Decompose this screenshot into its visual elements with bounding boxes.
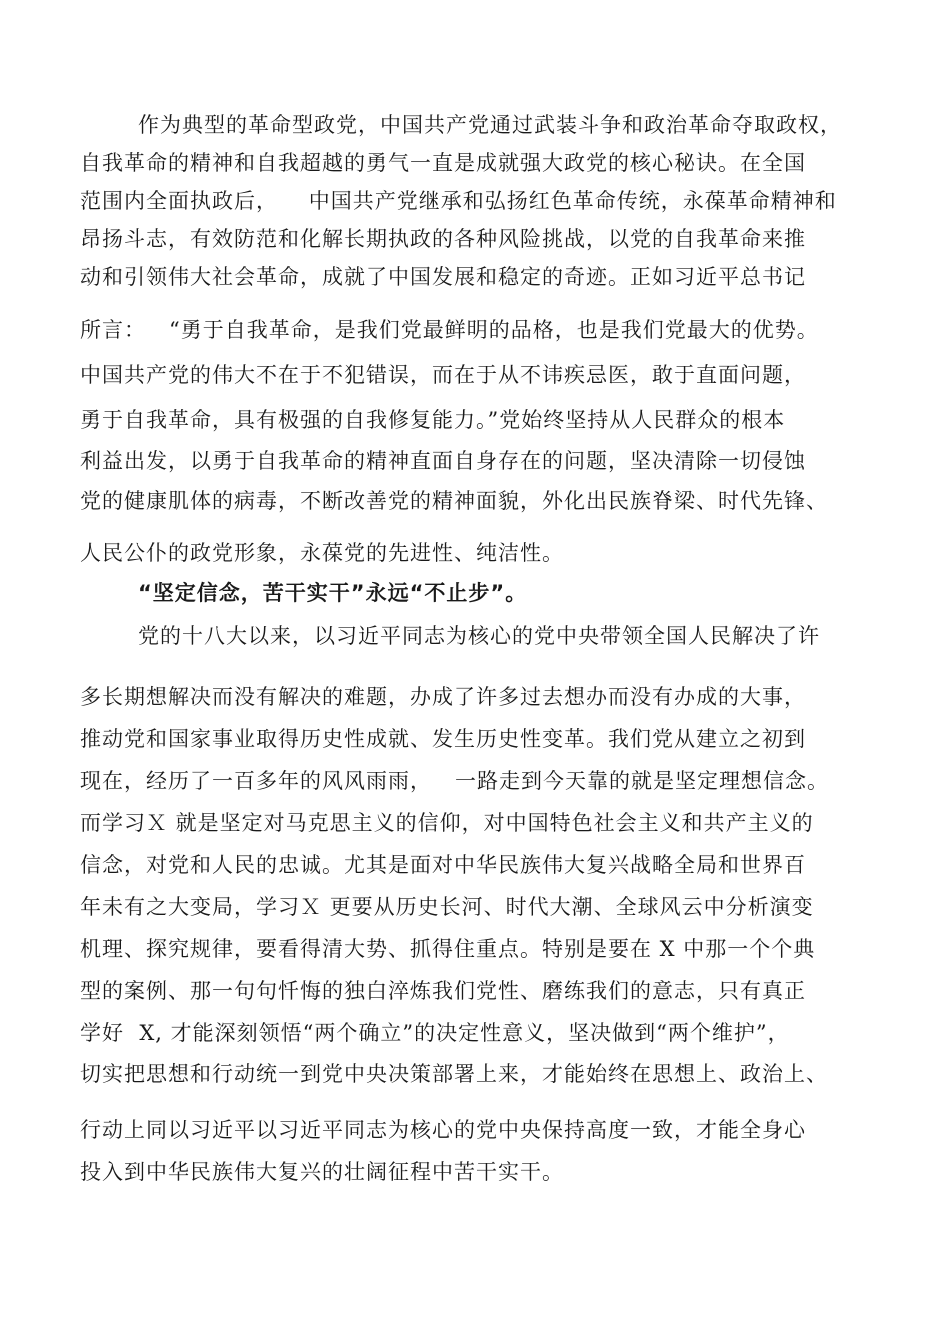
paragraph-line: 动和引领伟大社会革命，成就了中国发展和稳定的奇迹。正如习近平总书记 [80,265,806,289]
paragraph-line: 党的健康肌体的病毒，不断改善党的精神面貌，外化出民族脊梁、时代先锋、 [80,489,828,513]
paragraph-line: 昂扬斗志，有效防范和化解长期执政的各种风险挑战，以党的自我革命来推 [80,227,806,251]
paragraph-line: 党的十八大以来，以习近平同志为核心的党中央带领全国人民解决了许 [138,624,820,648]
paragraph-line: 型的案例、那一句句忏悔的独白淬炼我们党性、磨练我们的意志，只有真正 [80,979,806,1003]
paragraph-line: 人民公仆的政党形象，永葆党的先进性、纯洁性。 [80,541,564,565]
paragraph-line: 行动上同以习近平以习近平同志为核心的党中央保持高度一致，才能全身心 [80,1118,806,1142]
section-heading: “坚定信念，苦干实干”永远“不止步”。 [138,581,528,605]
paragraph-line: 勇于自我革命，具有极强的自我修复能力。”党始终坚持从人民群众的根本 [80,408,786,432]
paragraph-line: 中国共产党的伟大不在于不犯错误，而在于从不讳疾忌医，敢于直面问题， [80,363,806,387]
paragraph-line: 信念，对党和人民的忠诚。尤其是面对中华民族伟大复兴战略全局和世界百 [80,853,806,877]
paragraph-line: 自我革命的精神和自我超越的勇气一直是成就强大政党的核心秘诀。在全国 [80,151,806,175]
paragraph-line: 切实把思想和行动统一到党中央决策部署上来，才能始终在思想上、政治上、 [80,1062,828,1086]
paragraph-line: 利益出发，以勇于自我革命的精神直面自身存在的问题，坚决清除一切侵蚀 [80,449,806,473]
paragraph-line: 多长期想解决而没有解决的难题，办成了许多过去想办而没有办成的大事， [80,685,806,709]
paragraph-line: 作为典型的革命型政党，中国共产党通过武装斗争和政治革命夺取政权， [138,113,842,137]
paragraph-line: 学好 X, 才能深刻领悟“两个确立”的决定性意义，坚决做到“两个维护”， [80,1021,790,1045]
paragraph-line: 现在，经历了一百多年的风风雨雨， 一路走到今天靠的就是坚定理想信念。 [80,769,830,793]
paragraph-line: 而学习Ｘ 就是坚定对马克思主义的信仰，对中国特色社会主义和共产主义的 [80,811,814,835]
paragraph-line: 推动党和国家事业取得历史性成就、发生历史性变革。我们党从建立之初到 [80,727,806,751]
paragraph-line: 机理、探究规律，要看得清大势、抓得住重点。特别是要在 X 中那一个个典 [80,937,816,961]
paragraph-line: 投入到中华民族伟大复兴的壮阔征程中苦干实干。 [80,1160,564,1184]
paragraph-line: 年未有之大变局，学习Ｘ 更要从历史长河、时代大潮、全球风云中分析演变 [80,895,814,919]
paragraph-line: 所言： “勇于自我革命，是我们党最鲜明的品格，也是我们党最大的优势。 [80,318,819,342]
paragraph-line: 范围内全面执政后， 中国共产党继承和弘扬红色革命传统，永葆革命精神和 [80,189,837,213]
